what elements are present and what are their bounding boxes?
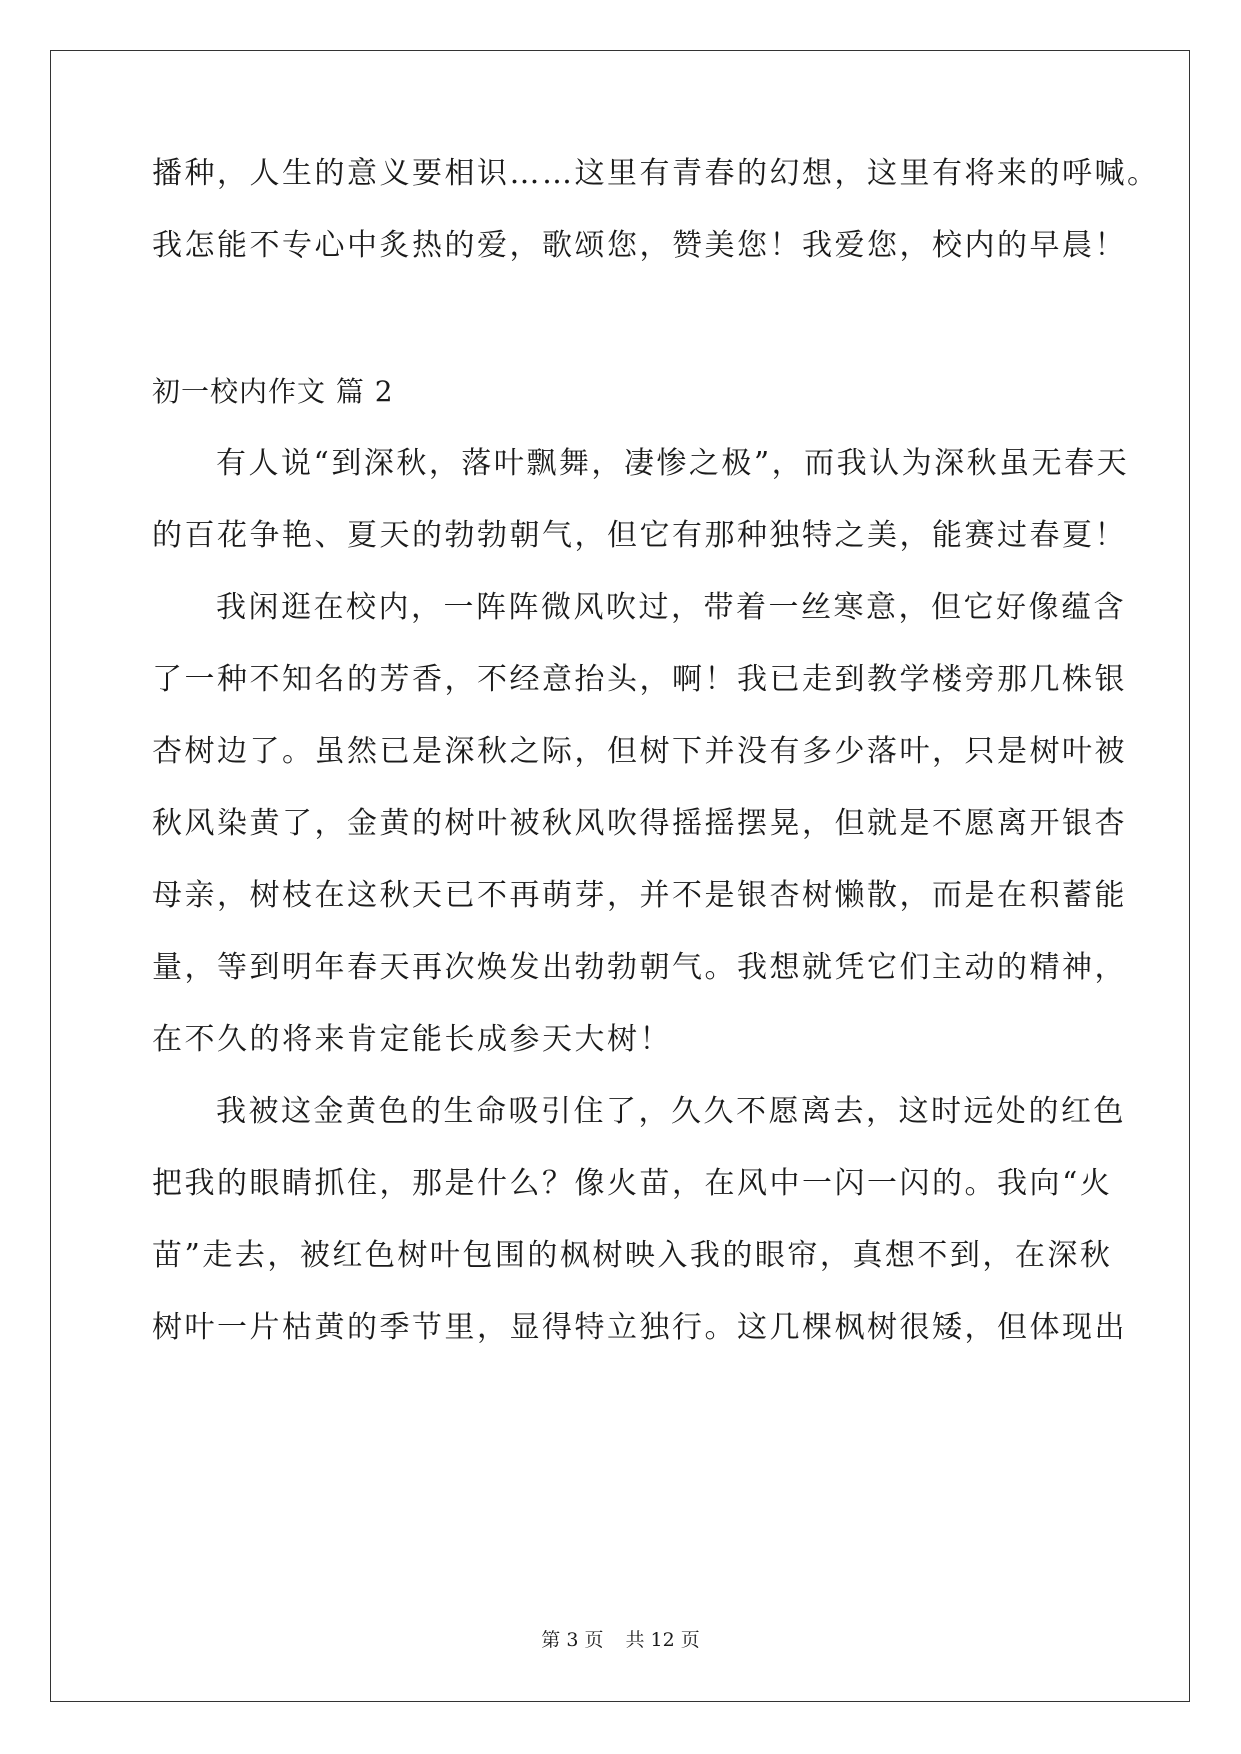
text-line: 有人说“到深秋，落叶飘舞，凄惨之极”，而我认为深秋虽无春天 bbox=[216, 446, 1130, 481]
text-line: 杏树边了。虽然已是深秋之际，但树下并没有多少落叶，只是树叶被 bbox=[152, 734, 1127, 769]
text-line: 播种，人生的意义要相识……这里有青春的幻想，这里有将来的呼喊。 bbox=[152, 156, 1160, 191]
section-heading: 初一校内作文 篇 2 bbox=[152, 375, 394, 408]
text-line: 我怎能不专心中炙热的爱，歌颂您，赞美您！我爱您，校内的早晨！ bbox=[152, 228, 1127, 263]
text-line: 量，等到明年春天再次焕发出勃勃朝气。我想就凭它们主动的精神， bbox=[152, 950, 1127, 985]
page-footer bbox=[0, 1628, 1241, 1652]
text-line: 树叶一片枯黄的季节里，显得特立独行。这几棵枫树很矮，但体现出 bbox=[152, 1310, 1127, 1345]
text-line: 了一种不知名的芳香，不经意抬头，啊！我已走到教学楼旁那几株银 bbox=[152, 662, 1127, 697]
page-number: 第 3 页 bbox=[541, 1629, 604, 1651]
page-total: 共 12 页 bbox=[625, 1629, 700, 1651]
text-line: 的百花争艳、夏天的勃勃朝气，但它有那种独特之美，能赛过春夏！ bbox=[152, 518, 1127, 553]
text-line: 秋风染黄了，金黄的树叶被秋风吹得摇摇摆晃，但就是不愿离开银杏 bbox=[152, 806, 1127, 841]
text-line: 我闲逛在校内，一阵阵微风吹过，带着一丝寒意，但它好像蕴含 bbox=[216, 590, 1126, 625]
text-line: 我被这金黄色的生命吸引住了，久久不愿离去，这时远处的红色 bbox=[216, 1094, 1126, 1129]
text-line: 母亲，树枝在这秋天已不再萌芽，并不是银杏树懒散，而是在积蓄能 bbox=[152, 878, 1127, 913]
text-line: 在不久的将来肯定能长成参天大树！ bbox=[152, 1022, 672, 1057]
text-line: 把我的眼睛抓住，那是什么？像火苗，在风中一闪一闪的。我向“火 bbox=[152, 1166, 1113, 1201]
text-line: 苗”走去，被红色树叶包围的枫树映入我的眼帘，真想不到，在深秋 bbox=[152, 1238, 1113, 1273]
